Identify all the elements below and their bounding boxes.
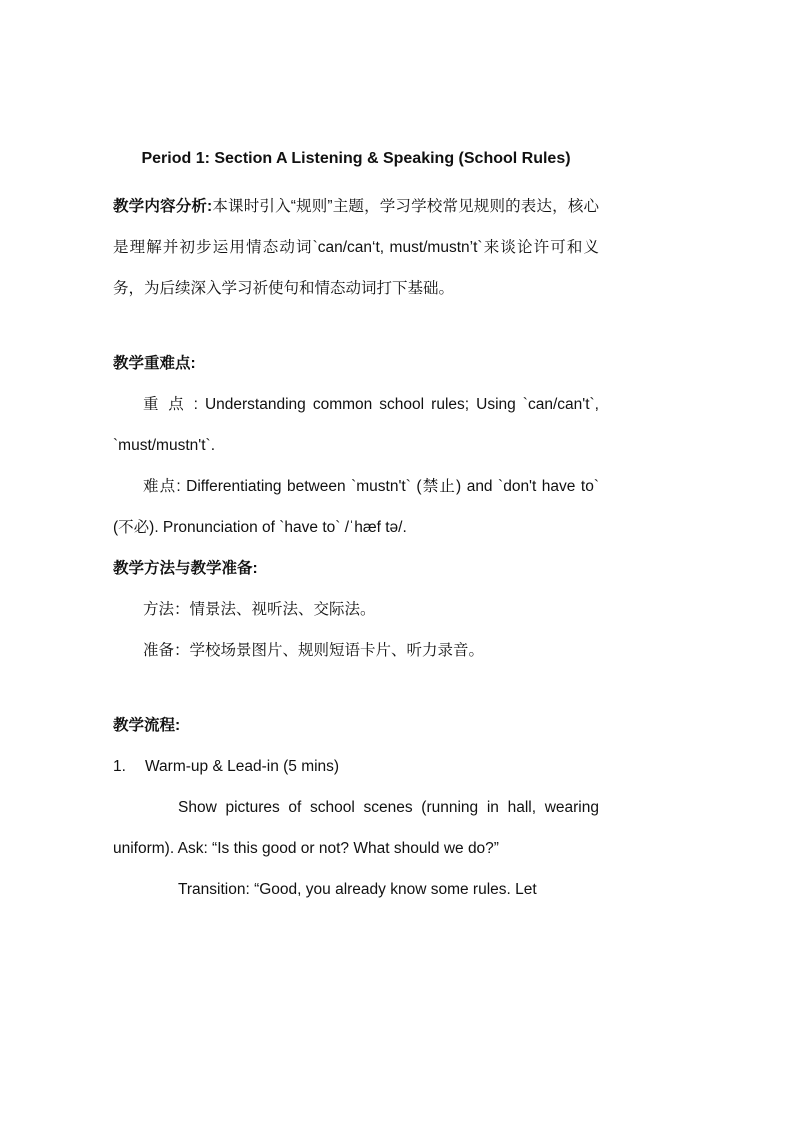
- prep-line: 准备：学校场景图片、规则短语卡片、听力录音。: [143, 642, 485, 659]
- difficulty-text: Differentiating between `mustn't` (禁止) and `don't have to` (不必). Pronunciation of `have to` /ˈhæf tə/.: [113, 478, 599, 536]
- method-line: 方法：情景法、视听法、交际法。: [143, 601, 376, 618]
- difficulty-paragraph: [113, 466, 599, 548]
- focus-text: Understanding common school rules; Using `can/can't`, `must/mustn't`.: [113, 396, 599, 454]
- methods-heading: 教学方法与教学准备:: [113, 560, 258, 577]
- difficulty-label: 难点:: [143, 478, 187, 495]
- lesson-title: Period 1: Section A Listening & Speaking (School Rules): [141, 150, 571, 167]
- step1-title: Warm-up & Lead-in (5 mins): [145, 758, 340, 775]
- focus-label: 重 点 :: [143, 396, 205, 413]
- list-number: 1.: [113, 758, 126, 775]
- list-item: [113, 746, 599, 787]
- analysis-text: 本课时引入“规则”主题，学习学校常见规则的表达，核心是理解并初步运用情态动词`can/can‘t, must/mustn’t`来谈论许可和义务，为后续深入学习祈使句和情态动词打下基础。: [113, 198, 599, 297]
- step1-paragraph-1: Show pictures of school scenes (running in hall, wearing uniform). Ask: “Is this good or not? What should we do?”: [113, 799, 599, 857]
- key-points-heading: 教学重难点:: [113, 355, 196, 372]
- focus-paragraph: [113, 384, 599, 466]
- process-heading: 教学流程:: [113, 717, 181, 734]
- step1-paragraph-2: Transition: “Good, you already know some rules. Let: [178, 881, 537, 898]
- document-body: [113, 146, 599, 910]
- analysis-label: 教学内容分析:: [113, 198, 213, 215]
- analysis-paragraph: [113, 186, 599, 309]
